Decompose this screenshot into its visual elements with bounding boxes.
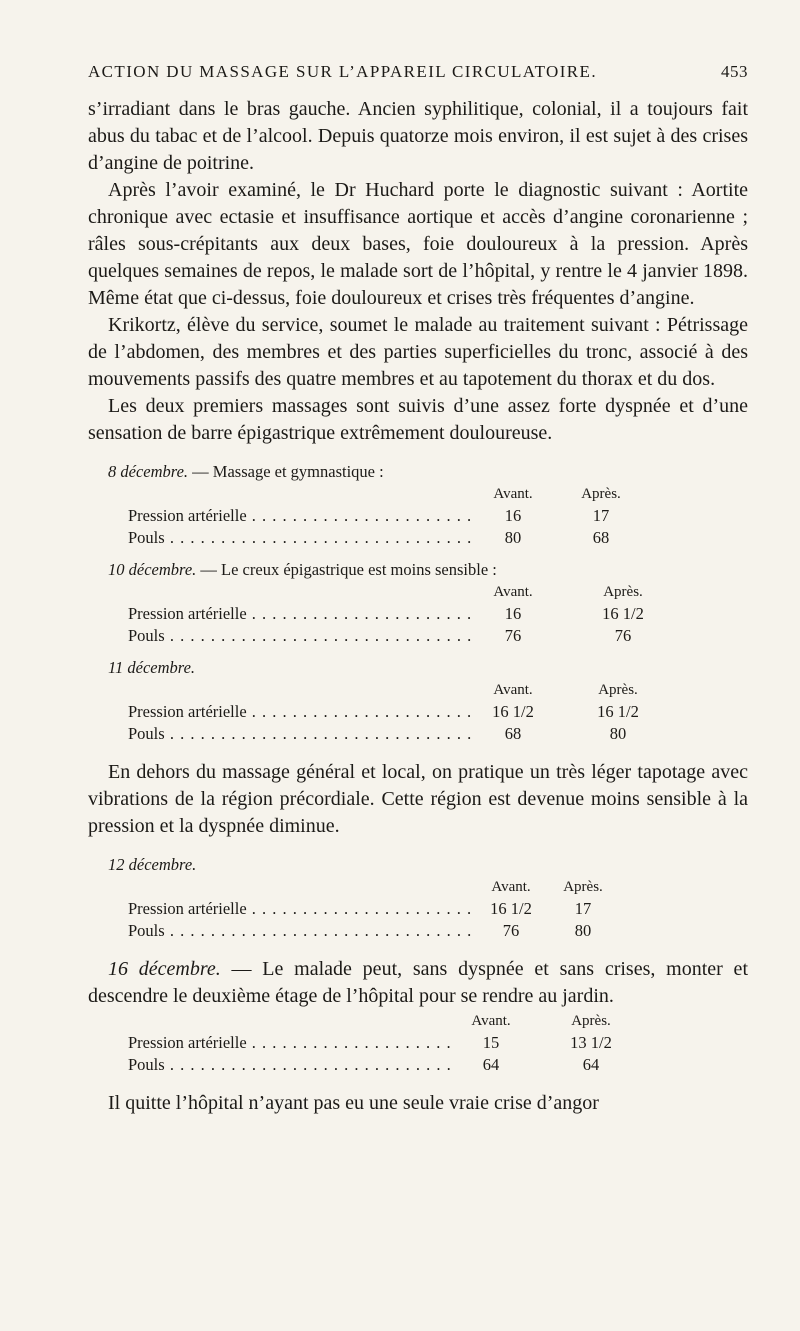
entry-note: — Le creux épigastrique est moins sensible :	[196, 560, 497, 579]
value-after: 80	[574, 921, 592, 940]
value-before: 16	[478, 603, 548, 625]
col-before-header: Avant.	[478, 679, 548, 701]
value-before: 76	[478, 625, 548, 647]
row-label: Pouls . . .	[128, 527, 498, 549]
entry-date: 16 décembre.	[108, 958, 221, 980]
row-label: Pression artérielle . . .	[128, 1032, 498, 1054]
entry-heading	[88, 461, 748, 483]
col-before-header: Avant.	[478, 483, 548, 505]
entry-10-decembre	[88, 559, 748, 647]
table-header-row	[88, 679, 748, 701]
measure-table	[88, 876, 748, 942]
running-title: ACTION DU MASSAGE SUR L’APPAREIL CIRCULATOIRE.	[88, 62, 597, 81]
row-label: Pression artérielle . . .	[128, 505, 498, 527]
entry-date: 10 décembre.	[108, 560, 197, 579]
paragraph-6: Il quitte l’hôpital n’ayant pas eu une seule vraie crise d’angor	[108, 1092, 599, 1114]
col-before-header: Avant.	[456, 1010, 526, 1032]
row-label: Pression artérielle . . .	[128, 603, 498, 625]
measure-table	[88, 1010, 748, 1076]
col-before-header: Avant.	[476, 876, 546, 898]
measure-table	[88, 679, 748, 745]
page-body	[88, 96, 748, 1117]
table-row	[88, 505, 748, 527]
entry-note: — Le malade peut, sans dyspnée et sans crises, monter et descendre le deuxième étage de l’hôpital pour se rendre au jardin.	[88, 958, 748, 1007]
value-after: 16 1/2	[602, 604, 644, 623]
row-label: Pression artérielle . . .	[128, 898, 498, 920]
paragraph-4: Les deux premiers massages sont suivis d’une assez forte dyspnée et d’une sensation de barre épigastrique extrêmement douloureuse.	[88, 395, 748, 444]
table-row	[88, 701, 748, 723]
row-label: Pression artérielle . . .	[128, 701, 498, 723]
table-header-row	[88, 876, 748, 898]
entry-heading	[88, 657, 748, 679]
col-after-header: Après.	[581, 486, 621, 502]
table-header-row	[88, 581, 748, 603]
value-before: 68	[478, 723, 548, 745]
entry-date: 12 décembre.	[108, 855, 197, 874]
table-row	[88, 625, 748, 647]
value-after: 76	[614, 626, 632, 645]
value-before: 76	[476, 920, 546, 942]
row-label: Pouls . . .	[128, 920, 498, 942]
row-label: Pouls . . .	[128, 1054, 498, 1076]
table-header-row	[88, 483, 748, 505]
entry-16-decembre	[88, 956, 748, 1076]
entry-note: — Massage et gymnastique :	[188, 462, 384, 481]
value-after: 68	[592, 528, 610, 547]
table-header-row	[88, 1010, 748, 1032]
paragraph-5: En dehors du massage général et local, on pratique un très léger tapotage avec vibrations de la région précordiale. Cette région est devenue moins sensible à la pression et la dyspnée diminue.	[88, 761, 748, 837]
table-row	[88, 898, 748, 920]
col-after-header: Après.	[603, 584, 643, 600]
value-after: 64	[582, 1055, 600, 1074]
value-after: 16 1/2	[597, 702, 639, 721]
col-before-header: Avant.	[478, 581, 548, 603]
measure-table	[88, 581, 748, 647]
paragraph-1: s’irradiant dans le bras gauche. Ancien syphilitique, colonial, il a toujours fait abus du tabac et de l’alcool. Depuis quatorze mois environ, il est sujet à des crises d’angine de poitrine.	[88, 98, 748, 174]
entry-heading	[88, 854, 748, 876]
table-row	[88, 920, 748, 942]
col-after-header: Après.	[563, 879, 603, 895]
paragraph-2: Après l’avoir examiné, le Dr Huchard porte le diagnostic suivant : Aortite chronique avec ectasie et insuffisance aortique et accès d’angine coronarienne ; râles sous-crépitants aux deux bases, foie douloureux à la pression. Après quelques semaines de repos, le malade sort de l’hôpital, y rentre le 4 janvier 1898. Même état que ci-dessus, foie douloureux et crises très fréquentes d’angine.	[88, 179, 748, 309]
paragraph-3: Krikortz, élève du service, soumet le malade au traitement suivant : Pétrissage de l’abdomen, des membres et des parties superficielles du tronc, associé à des mouvements passifs des quatre membres et au tapotement du thorax et du dos.	[88, 314, 748, 390]
entry-heading	[88, 559, 748, 581]
col-after-header: Après.	[598, 682, 638, 698]
value-after: 17	[592, 506, 610, 525]
value-before: 80	[478, 527, 548, 549]
entry-8-decembre	[88, 461, 748, 549]
value-before: 16 1/2	[478, 701, 548, 723]
entry-heading	[88, 956, 748, 1010]
entry-date: 11 décembre.	[108, 658, 196, 677]
page-number: 453	[721, 62, 748, 81]
value-after: 13 1/2	[570, 1033, 612, 1052]
table-row	[88, 527, 748, 549]
row-label: Pouls . . .	[128, 625, 498, 647]
value-after: 80	[609, 724, 627, 743]
col-after-header: Après.	[571, 1013, 611, 1029]
table-row	[88, 1054, 748, 1076]
entry-11-decembre	[88, 657, 748, 745]
value-before: 16 1/2	[476, 898, 546, 920]
table-row	[88, 603, 748, 625]
entry-date: 8 décembre.	[108, 462, 189, 481]
table-row	[88, 723, 748, 745]
value-before: 64	[456, 1054, 526, 1076]
entry-12-decembre	[88, 854, 748, 942]
value-before: 15	[456, 1032, 526, 1054]
row-label: Pouls . . .	[128, 723, 498, 745]
value-after: 17	[574, 899, 592, 918]
value-before: 16	[478, 505, 548, 527]
table-row	[88, 1032, 748, 1054]
measure-table	[88, 483, 748, 549]
